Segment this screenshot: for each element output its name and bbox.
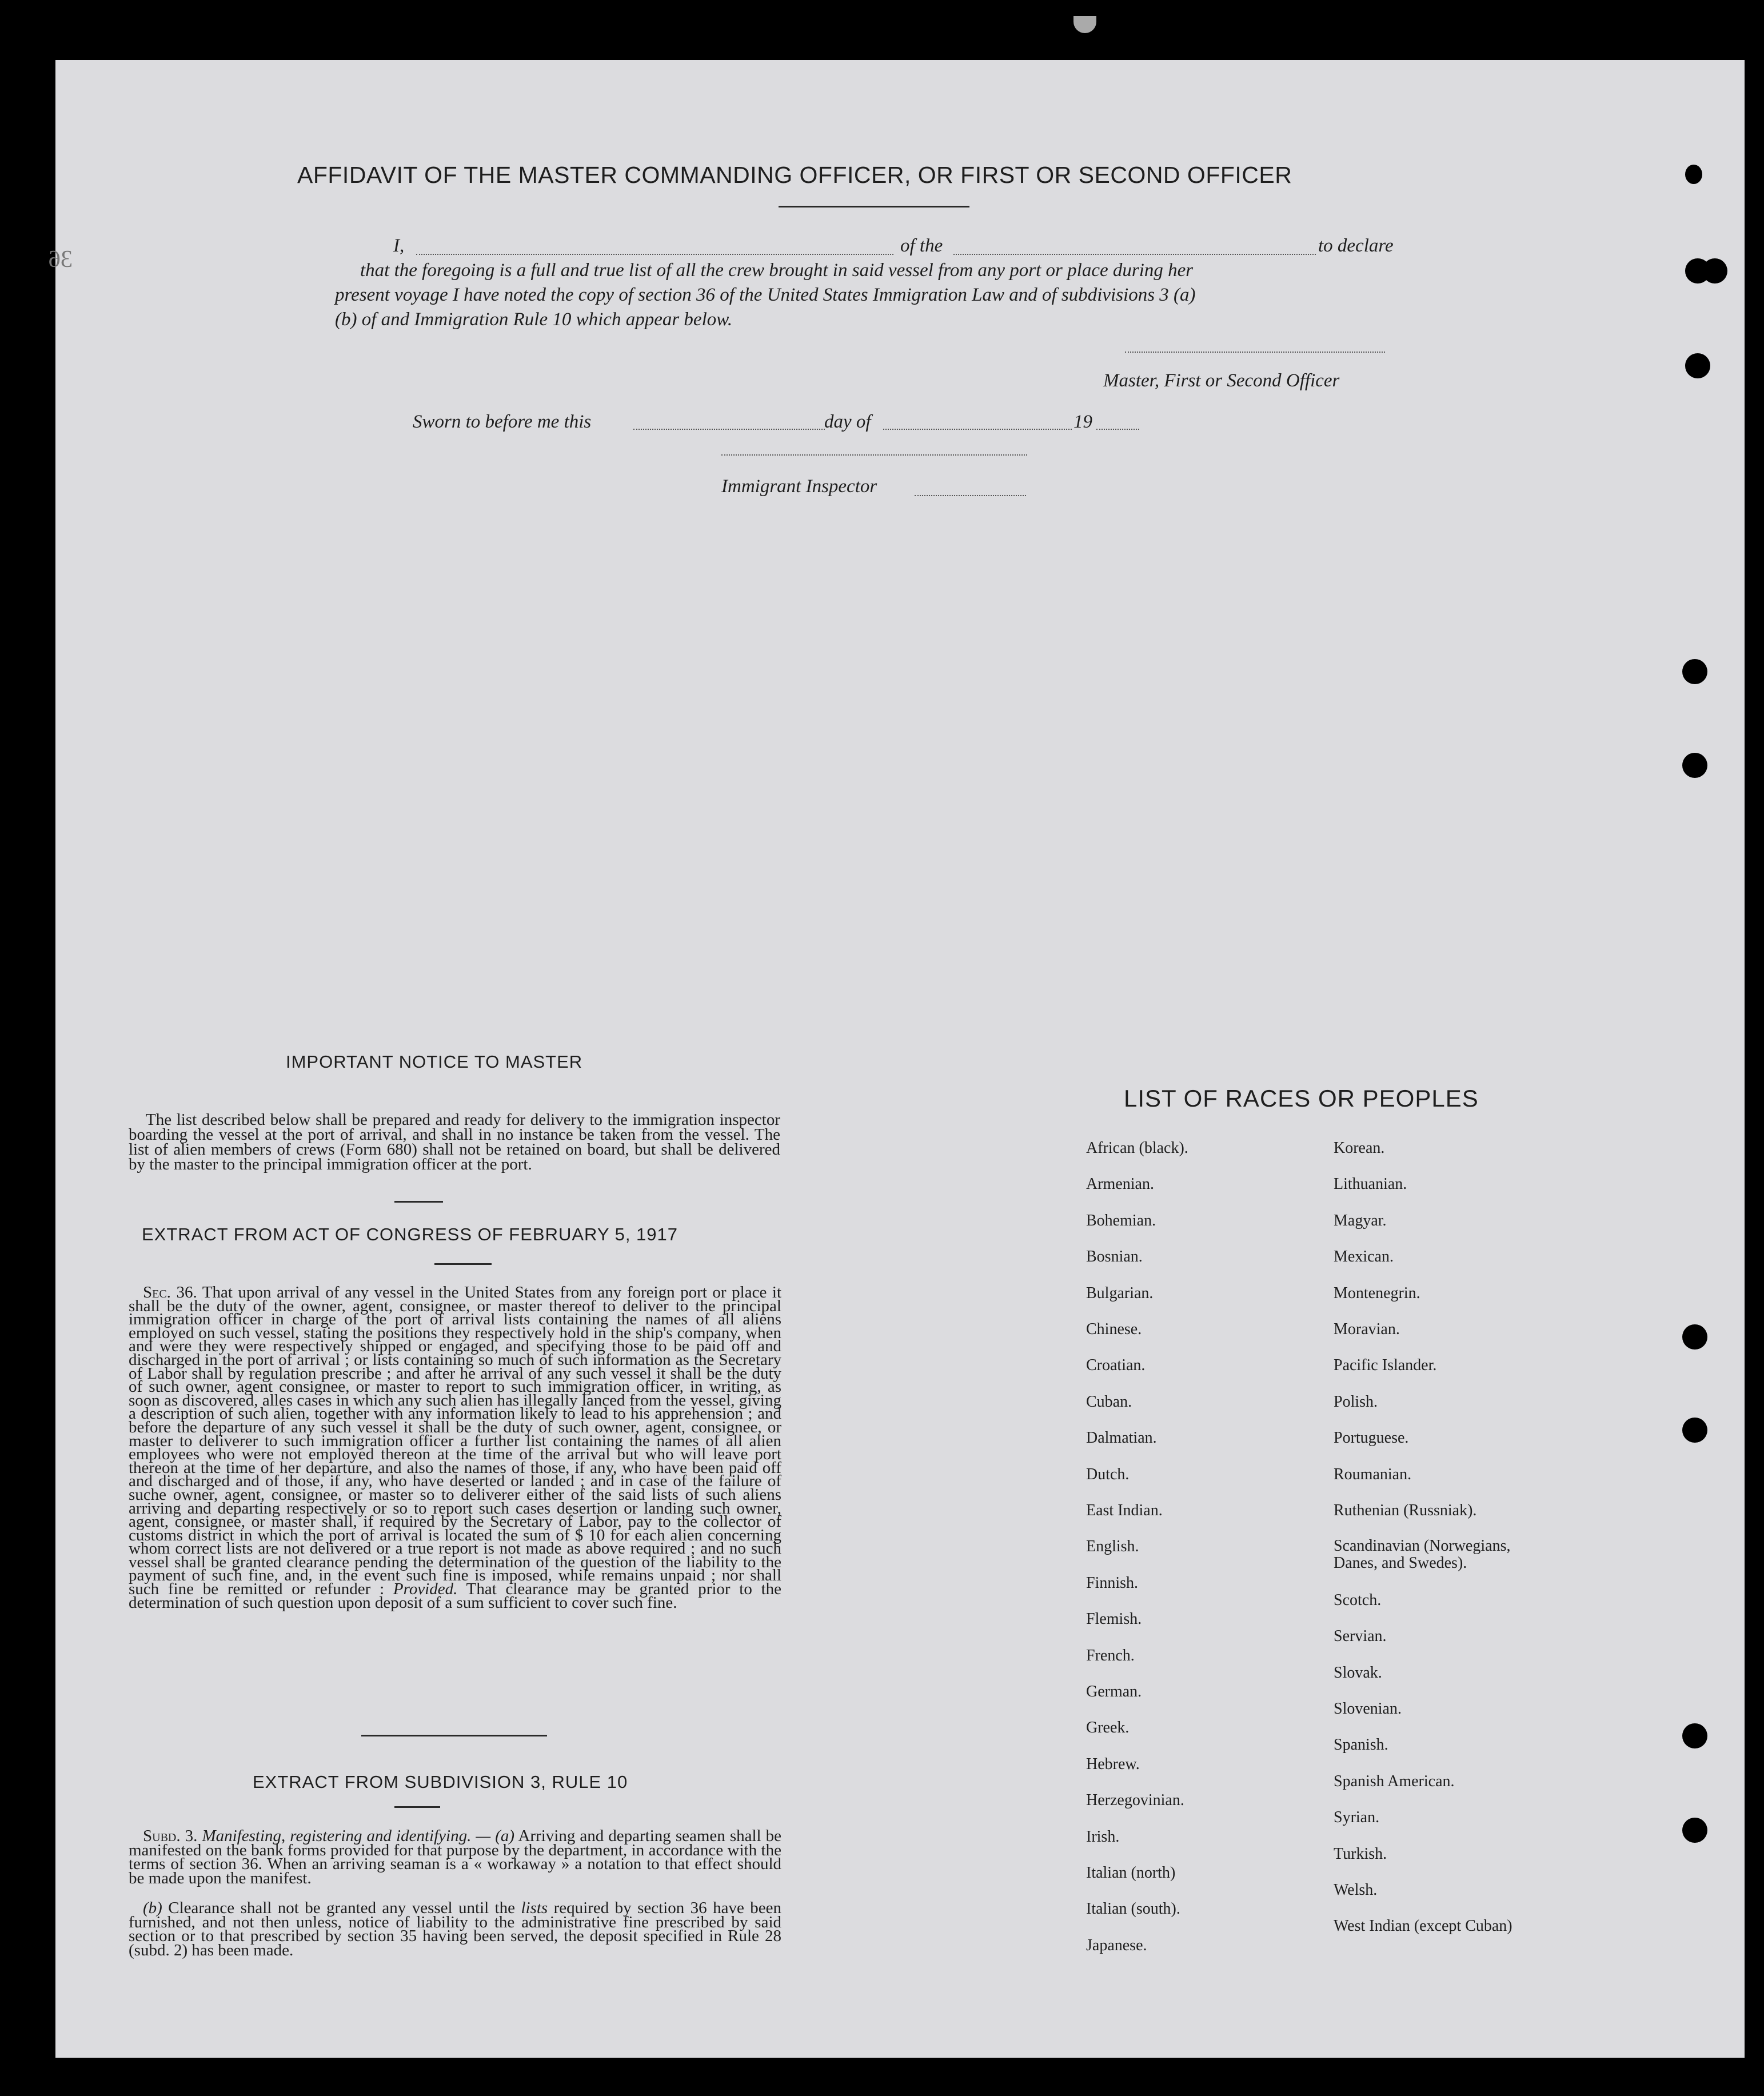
rule-title: EXTRACT FROM SUBDIVISION 3, RULE 10 bbox=[253, 1772, 628, 1792]
race-item: Japanese. bbox=[1086, 1936, 1147, 1954]
race-item: Herzegovinian. bbox=[1086, 1791, 1184, 1810]
races-title: LIST OF RACES OR PEOPLES bbox=[1124, 1085, 1479, 1112]
race-item: Dutch. bbox=[1086, 1465, 1130, 1483]
race-item: Scandinavian (Norwegians, Danes, and Swedes). bbox=[1334, 1537, 1511, 1572]
race-item: Dalmatian. bbox=[1086, 1429, 1157, 1447]
race-item: Bohemian. bbox=[1086, 1211, 1156, 1229]
year-label: 19 bbox=[1073, 412, 1092, 432]
subd-b-label: (b) bbox=[143, 1899, 162, 1917]
binder-hole bbox=[1702, 258, 1727, 284]
race-item: Korean. bbox=[1334, 1139, 1385, 1157]
act-rule bbox=[434, 1263, 492, 1265]
affidavit-i: I, bbox=[393, 235, 405, 256]
provided-text: That clearance may be granted prior to the determination of such question upon deposit of a sum sufficient to cover such fine. bbox=[129, 1580, 782, 1612]
signature-line[interactable] bbox=[1125, 352, 1385, 353]
inspector-line-end bbox=[915, 495, 1026, 496]
race-item: Hebrew. bbox=[1086, 1755, 1140, 1773]
race-item: Finnish. bbox=[1086, 1574, 1139, 1592]
race-item: Pacific Islander. bbox=[1334, 1356, 1437, 1375]
affidavit-of-the: of the bbox=[900, 235, 943, 256]
race-item: Slovak. bbox=[1334, 1663, 1382, 1682]
race-item: Welsh. bbox=[1334, 1881, 1378, 1899]
signature-label: Master, First or Second Officer bbox=[1103, 370, 1340, 391]
vessel-blank[interactable] bbox=[953, 254, 1316, 255]
act-title: EXTRACT FROM ACT OF CONGRESS OF FEBRUARY 5, 1917 bbox=[142, 1224, 679, 1244]
name-blank[interactable] bbox=[416, 254, 893, 255]
subdivision-a bbox=[129, 1829, 781, 1885]
race-item: Moravian. bbox=[1334, 1320, 1400, 1338]
affidavit-line-3: present voyage I have noted the copy of section 36 of the United States Immigration Law and of subdivisions 3 (a) bbox=[335, 285, 1196, 305]
affidavit-line-2: that the foregoing is a full and true list of all the crew brought in said vessel from any port or place during her bbox=[360, 260, 1194, 281]
day-of-label: day of bbox=[824, 412, 871, 432]
race-item: Ruthenian (Russniak). bbox=[1334, 1502, 1477, 1519]
subd-a-label: — (a) bbox=[476, 1827, 515, 1845]
subd-b-lists: lists bbox=[521, 1899, 548, 1917]
section-36-label: Sec. 36. bbox=[143, 1283, 197, 1301]
race-item: Spanish. bbox=[1334, 1736, 1388, 1754]
affidavit-title: AFFIDAVIT OF THE MASTER COMMANDING OFFICER, OR FIRST OR SECOND OFFICER bbox=[297, 162, 1292, 188]
act-text bbox=[129, 1283, 782, 1612]
subdivision-b bbox=[129, 1901, 781, 1957]
binder-hole bbox=[1682, 1818, 1707, 1843]
inspector-signature-line[interactable] bbox=[721, 454, 1027, 456]
subd-b-text-1: Clearance shall not be granted any vessel until the bbox=[168, 1899, 516, 1917]
subd-a-text: Arriving and departing seamen shall be manifested on the bank forms provided for that purpose by the department, in accordance with the terms of section 36. When an arriving seaman is a « workaway » a notation to that effect should be made upon the manifest. bbox=[129, 1827, 782, 1887]
sworn-month-blank[interactable] bbox=[883, 429, 1072, 430]
race-item: Turkish. bbox=[1334, 1845, 1387, 1863]
race-item: Magyar. bbox=[1334, 1211, 1387, 1229]
race-item: Slovenian. bbox=[1334, 1700, 1402, 1718]
race-item: English. bbox=[1086, 1538, 1139, 1556]
title-rule bbox=[779, 206, 969, 207]
affidavit-line-4: (b) of and Immigration Rule 10 which appear below. bbox=[335, 309, 733, 330]
race-item: Lithuanian. bbox=[1334, 1175, 1407, 1193]
binder-hole bbox=[1682, 1418, 1707, 1443]
binder-hole bbox=[1682, 753, 1707, 778]
race-item: Cuban. bbox=[1086, 1392, 1132, 1411]
sworn-year-blank[interactable] bbox=[1096, 429, 1139, 430]
binder-hole bbox=[1685, 353, 1710, 378]
subd-title: Manifesting, registering and identifying. bbox=[202, 1827, 472, 1845]
notice-rule bbox=[394, 1201, 443, 1203]
notice-text: The list described below shall be prepared and ready for delivery to the immigration inspector boarding the vessel at the port of arrival, and shall in no instance be taken from the vessel. The list of alien members of crews (Form 680) shall not be retained on board, but shall be delivered by the master to the principal immigration officer at the port. bbox=[129, 1111, 780, 1173]
race-item: Mexican. bbox=[1334, 1248, 1394, 1266]
act-end-rule bbox=[361, 1735, 547, 1736]
race-item: Italian (south). bbox=[1086, 1900, 1180, 1918]
section-36-text: That upon arrival of any vessel in the United States from any foreign port or place it shall be the duty of the owner, agent, consignee, or master thereof to deliver to the principal immigration officer in charge of the port of arrival lists containing the names of all aliens employed on such vessel, stating the positions they respectively hold in the ship's company, when and were they were respectively shipped or engaged, and specifying those to be paid off and discharged in the port of arrival ; or lists containing so much of such information as the Secretary of Labor shall by regulation prescribe ; and after he arrival of any such vessel it shall be the duty of such owner, agent consignee, or master to report to such immigration officer, in writing, as soon as discovered, alles cases in which any such alien has illegally lanced from the vessel, giving a description of such alien, together with any information likely to lead to his apprehension ; and before the departure of any such vessel it shall be the duty of such owner, agent, consignee, or master to deliverer to such immigration officer a further list containing the names of all alien employees who were not employed thereon at the time of the arrival but who will leave port thereon at the time of her departure, and also the names of those, if any, who have been paid off and discharged and of those, if any, who have deserted or landed ; and in case of the failure of suche owner, agent, consignee, or master so to deliverer either of the said lists of such aliens arriving and departing respectively or so to report such cases desertion or landing such owner, agent, consignee, or master shall, if required by the Secretary of Labor, pay to the collector of customs district in which the port of arrival is located the sum of $ 10 for each alien concerning whom correct lists are not delivered or a true report is not made as above required ; and no such vessel shall be granted clearance pending the determination of the question of the liability to the payment of such fine, and, in the event such fine is imposed, while remains unpaid ; nor shall such fine be remitted or refunder : bbox=[129, 1283, 782, 1599]
sworn-label: Sworn to before me this bbox=[413, 412, 592, 432]
race-item: Servian. bbox=[1334, 1627, 1387, 1646]
binder-hole bbox=[1682, 659, 1707, 684]
inspector-label: Immigrant Inspector bbox=[721, 476, 877, 497]
rule-rule bbox=[394, 1806, 440, 1808]
race-item: Roumanian. bbox=[1334, 1465, 1412, 1483]
binder-hole bbox=[1685, 165, 1702, 184]
race-item: East Indian. bbox=[1086, 1502, 1163, 1519]
subd-label: Subd. 3. bbox=[143, 1827, 198, 1845]
binder-hole bbox=[1073, 16, 1096, 33]
race-item: Italian (north) bbox=[1086, 1864, 1176, 1882]
race-item: Greek. bbox=[1086, 1719, 1130, 1737]
race-item: Flemish. bbox=[1086, 1610, 1142, 1628]
race-item: French. bbox=[1086, 1646, 1135, 1664]
affidavit-to-declare: to declare bbox=[1318, 235, 1394, 256]
binder-hole bbox=[1682, 1723, 1707, 1748]
race-item: Montenegrin. bbox=[1334, 1284, 1420, 1302]
race-item: Polish. bbox=[1334, 1392, 1378, 1411]
race-item: Armenian. bbox=[1086, 1175, 1154, 1193]
sworn-day-blank[interactable] bbox=[633, 429, 825, 430]
notice-title: IMPORTANT NOTICE TO MASTER bbox=[286, 1052, 583, 1072]
race-item: Spanish American. bbox=[1334, 1772, 1455, 1790]
race-item: Scotch. bbox=[1334, 1591, 1382, 1609]
race-item: West Indian (except Cuban) bbox=[1334, 1917, 1512, 1935]
provided-label: Provided. bbox=[393, 1580, 458, 1599]
race-item: Syrian. bbox=[1334, 1808, 1380, 1827]
race-item: Irish. bbox=[1086, 1827, 1120, 1846]
race-item: Chinese. bbox=[1086, 1320, 1142, 1338]
race-item: Bulgarian. bbox=[1086, 1284, 1154, 1302]
race-item: German. bbox=[1086, 1683, 1142, 1700]
binder-hole bbox=[1682, 1324, 1707, 1350]
race-item: Portuguese. bbox=[1334, 1429, 1409, 1447]
race-item: African (black). bbox=[1086, 1139, 1188, 1157]
margin-mark: 36 bbox=[49, 246, 73, 273]
race-item: Croatian. bbox=[1086, 1356, 1146, 1375]
race-item: Bosnian. bbox=[1086, 1248, 1143, 1266]
subd-b-text-2: required by section 36 have been furnished, and not then unless, notice of liability to the administrative fine prescribed by said section or to that prescribed by section 35 having been served, the deposit specified in Rule 28 (subd. 2) has been made. bbox=[129, 1899, 781, 1959]
